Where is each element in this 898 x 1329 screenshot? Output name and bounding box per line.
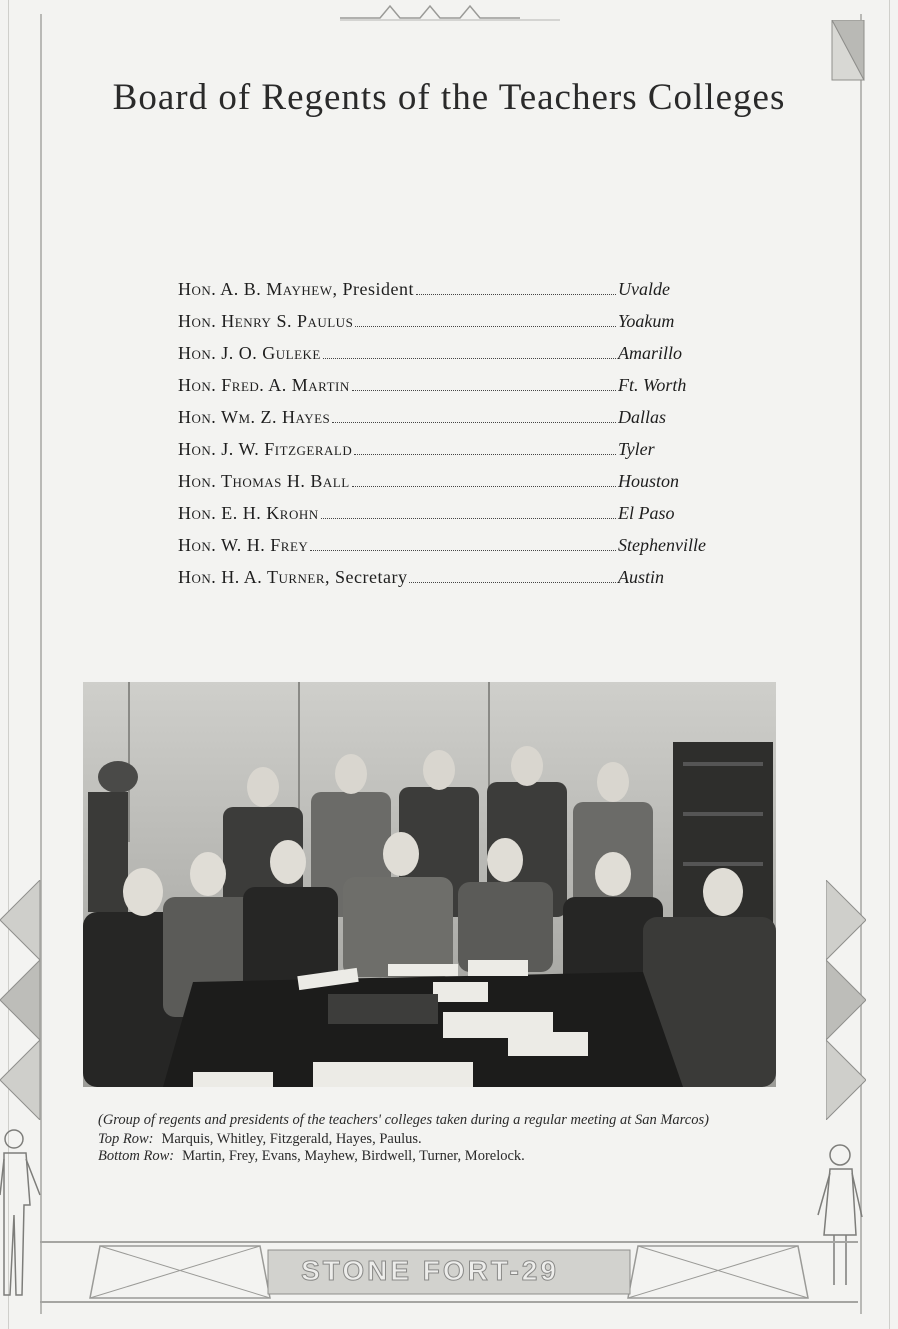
member-name-text: Hon. Wm. Z. Hayes xyxy=(178,407,331,427)
page-title: Board of Regents of the Teachers Colleges xyxy=(112,77,786,118)
photo-caption xyxy=(98,1112,766,1165)
roster-row xyxy=(178,564,718,596)
member-name xyxy=(178,468,350,494)
roster-row xyxy=(178,404,718,436)
footer-yearbook-title: STONE FORT-29 xyxy=(301,1255,559,1286)
roster-row xyxy=(178,372,718,404)
member-name-text: Hon. A. B. Mayhew xyxy=(178,279,333,299)
top-row-names: Marquis, Whitley, Fitzgerald, Hayes, Paulus. xyxy=(161,1131,422,1147)
member-city: Stephenville xyxy=(618,535,706,555)
member-city: Uvalde xyxy=(618,279,670,299)
member-city: Houston xyxy=(618,471,680,491)
bottom-row-names: Martin, Frey, Evans, Mayhew, Birdwell, Turner, Morelock. xyxy=(182,1148,525,1164)
dot-leader xyxy=(332,422,616,423)
member-name xyxy=(178,308,353,334)
member-city: Amarillo xyxy=(618,343,683,363)
member-name xyxy=(178,372,350,398)
member-name xyxy=(178,500,319,526)
member-city: Ft. Worth xyxy=(618,375,687,395)
member-name xyxy=(178,436,352,462)
dot-leader xyxy=(321,518,616,519)
dot-leader xyxy=(354,454,616,455)
bottom-row-label: Bottom Row: xyxy=(98,1148,175,1164)
caption-top-row xyxy=(98,1131,766,1148)
member-role: , President xyxy=(332,279,414,299)
dot-leader xyxy=(409,582,616,583)
dot-leader xyxy=(416,294,616,295)
member-city: El Paso xyxy=(618,503,675,523)
top-border-ornament xyxy=(340,0,560,22)
member-name-text: Hon. Henry S. Paulus xyxy=(178,311,354,331)
member-name xyxy=(178,404,330,430)
roster-row xyxy=(178,468,718,500)
member-name-text: Hon. J. O. Guleke xyxy=(178,343,321,363)
group-photograph xyxy=(83,682,776,1087)
member-name-text: Hon. Fred. A. Martin xyxy=(178,375,350,395)
dot-leader xyxy=(310,550,616,551)
roster-row xyxy=(178,308,718,340)
regents-roster xyxy=(178,276,718,596)
dot-leader xyxy=(323,358,616,359)
member-name xyxy=(178,340,321,366)
roster-row xyxy=(178,436,718,468)
member-name xyxy=(178,276,414,302)
roster-row xyxy=(178,532,718,564)
top-row-label: Top Row: xyxy=(98,1131,154,1147)
caption-bottom-row xyxy=(98,1148,766,1165)
member-name-text: Hon. E. H. Krohn xyxy=(178,503,319,523)
member-city: Dallas xyxy=(618,407,667,427)
roster-row xyxy=(178,340,718,372)
member-city: Tyler xyxy=(618,439,655,459)
member-city: Yoakum xyxy=(618,311,675,331)
member-name xyxy=(178,564,407,590)
member-role: , Secretary xyxy=(325,567,408,587)
member-name xyxy=(178,532,308,558)
right-side-triangle-ornaments xyxy=(826,880,866,1120)
member-name-text: Hon. Thomas H. Ball xyxy=(178,471,350,491)
member-name-text: Hon. W. H. Frey xyxy=(178,535,309,555)
roster-row xyxy=(178,276,718,308)
caption-description: (Group of regents and presidents of the teachers' colleges taken during a regular meeting at San Marcos) xyxy=(98,1112,709,1128)
member-name-text: Hon. J. W. Fitzgerald xyxy=(178,439,353,459)
dot-leader xyxy=(355,326,616,327)
dot-leader xyxy=(352,486,616,487)
left-side-triangle-ornaments xyxy=(0,880,42,1120)
dot-leader xyxy=(352,390,616,391)
roster-row xyxy=(178,500,718,532)
member-city: Austin xyxy=(618,567,665,587)
member-name-text: Hon. H. A. Turner xyxy=(178,567,326,587)
